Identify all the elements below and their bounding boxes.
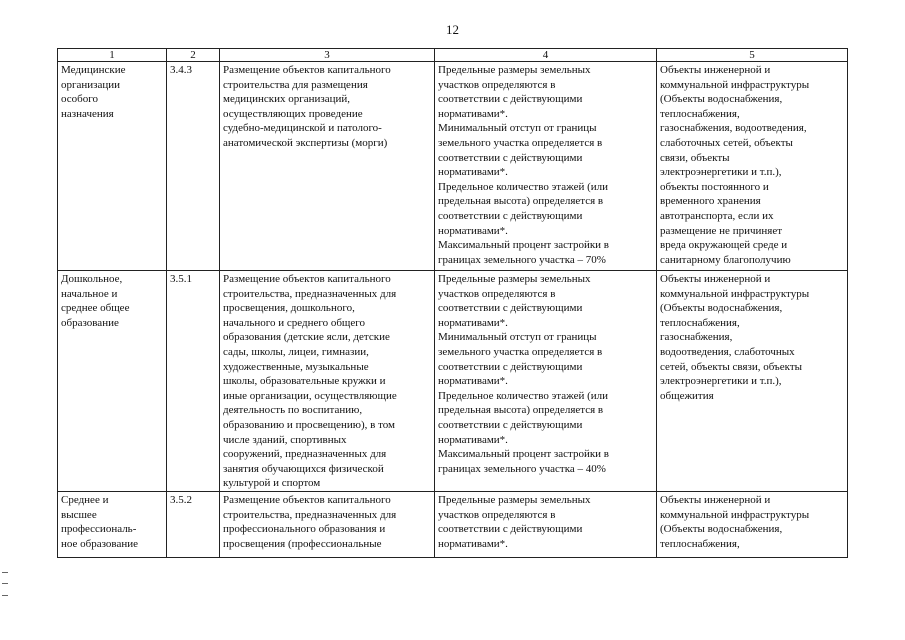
table-row <box>58 271 848 492</box>
table-header-row <box>58 49 848 62</box>
column-header: 1 <box>58 49 167 62</box>
use-type-code: 3.5.2 <box>167 491 220 557</box>
limit-parameters: Предельные размеры земельных участков определяются в соответствии с действующими нормативами*. Минимальный отступ от границы земельного участка определяется в соответствии с действующими нормативами*. Предельное количество этажей (или предельная высота) определяется в соответствии с действующими нормативами*. Максимальный процент застройки в границах земельного участка – 40% <box>435 271 657 492</box>
auxiliary-uses: Объекты инженерной и коммунальной инфраструктуры (Объекты водоснабжения, теплоснабжения, <box>657 491 848 557</box>
use-type-code: 3.4.3 <box>167 62 220 271</box>
use-type-name: Дошкольное, начальное и среднее общее образование <box>58 271 167 492</box>
use-type-name: Среднее и высшее профессиональ- ное образование <box>58 491 167 557</box>
margin-binding-mark <box>2 572 8 596</box>
column-header: 3 <box>220 49 435 62</box>
auxiliary-uses: Объекты инженерной и коммунальной инфраструктуры (Объекты водоснабжения, теплоснабжения, газоснабжения, водоотведения, слаботочных сетей, объекты связи, объекты электроэнергетики и т.п.), объекты постоянного и временного хранения автотранспорта, если их размещение не причиняет вреда окружающей среде и санитарному благополучию <box>657 62 848 271</box>
use-type-name: Медицинские организации особого назначения <box>58 62 167 271</box>
column-header: 2 <box>167 49 220 62</box>
limit-parameters: Предельные размеры земельных участков определяются в соответствии с действующими нормативами*. Минимальный отступ от границы земельного участка определяется в соответствии с действующими нормативами*. Предельное количество этажей (или предельная высота) определяется в соответствии с действующими нормативами*. Максимальный процент застройки в границах земельного участка – 70% <box>435 62 657 271</box>
land-use-table <box>57 48 848 558</box>
page-number: 12 <box>446 22 459 37</box>
use-type-description: Размещение объектов капитального строительства для размещения медицинских организаций, осуществляющих проведение судебно-медицинской и патолого- анатомической экспертизы (морги) <box>220 62 435 271</box>
column-header: 5 <box>657 49 848 62</box>
column-header: 4 <box>435 49 657 62</box>
table-row <box>58 62 848 271</box>
use-type-code: 3.5.1 <box>167 271 220 492</box>
table-row <box>58 491 848 557</box>
limit-parameters: Предельные размеры земельных участков определяются в соответствии с действующими нормативами*. <box>435 491 657 557</box>
use-type-description: Размещение объектов капитального строительства, предназначенных для профессионального образования и просвещения (профессиональные <box>220 491 435 557</box>
auxiliary-uses: Объекты инженерной и коммунальной инфраструктуры (Объекты водоснабжения, теплоснабжения, газоснабжения, водоотведения, слаботочных сетей, объекты связи, объекты электроэнергетики и т.п.), общежития <box>657 271 848 492</box>
use-type-description: Размещение объектов капитального строительства, предназначенных для просвещения, дошкольного, начального и среднего общего образования (детские ясли, детские сады, школы, лицеи, гимназии, художественные, музыкальные школы, образовательные кружки и иные организации, осуществляющие деятельность по воспитанию, образованию и просвещению), в том числе зданий, спортивных сооружений, предназначенных для занятия обучающихся физической культурой и спортом <box>220 271 435 492</box>
